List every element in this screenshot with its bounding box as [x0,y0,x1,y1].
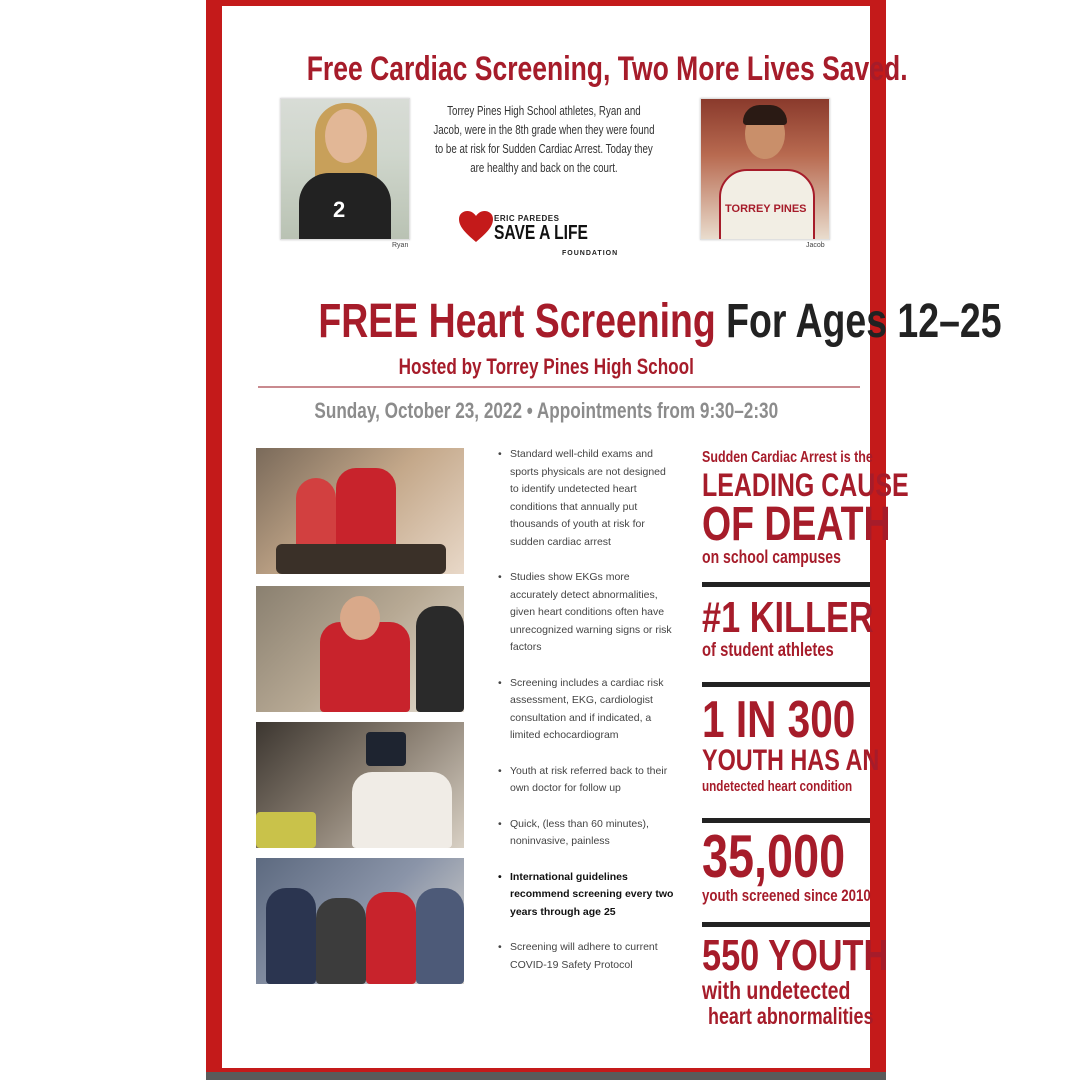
stat-divider [702,922,870,927]
bullet-item: • Youth at risk referred back to their own doctor for follow up [496,763,676,798]
ryan-jersey-number: 2 [333,197,346,222]
bullet-item: • Standard well-child exams and sports physicals are not designed to identify undetected heart conditions that annually put thousands of youth at risk for sudden cardiac arrest [496,446,676,551]
hosted-by: Hosted by Torrey Pines High School [398,354,694,379]
intro-text: Torrey Pines High School athletes, Ryan and Jacob, were in the 8th grade when they were found to be at risk for Sudden Cardiac Arrest. Today they are healthy and back on the court. [433,104,655,175]
poster-frame [206,0,1002,1072]
headline: Free Cardiac Screening, Two More Lives Saved. [306,50,908,88]
bullet-item: • Screening includes a cardiac risk assessment, EKG, cardiologist consultation and if indicated, a limited echocardiogram [496,675,676,745]
athlete-photo-jacob [700,98,830,240]
jacob-jersey-text: TORREY PINES [725,203,807,215]
photo-caption-ryan: Ryan [392,242,409,249]
bullet-item: • Quick, (less than 60 minutes), noninvasive, painless [496,816,676,851]
stat-divider [702,582,870,587]
stat-number-one-killer: #1 KILLER of student athletes [702,593,874,661]
stat-35000: 35,000 youth screened since 2010 [702,823,871,905]
stat-leading-cause: Sudden Cardiac Arrest is the LEADING CAUSE OF DEATH on school campuses [702,449,909,567]
save-a-life-logo [458,210,638,264]
screening-photo-2 [256,586,464,712]
stat-divider [702,682,870,687]
bullet-item: • Studies show EKGs more accurately detect abnormalities, given heart conditions often have unrecognized warning signs or risk factors [496,569,676,657]
stat-one-in-300: 1 IN 300 YOUTH HAS AN undetected heart condition [702,691,880,795]
main-title [222,294,1002,349]
logo-top-text: ERIC PAREDES [494,214,560,223]
screening-photo-3 [256,722,464,848]
athlete-photo-ryan [280,98,410,240]
screening-photo-1 [256,448,464,574]
photo-caption-jacob: Jacob [806,242,825,249]
benefits-list [496,446,676,992]
screening-photo-4 [256,858,464,984]
divider-rule [258,386,860,388]
poster-page [222,6,1002,1068]
title-part-dark: For Ages 12–25 [726,295,1002,348]
logo-main-text: SAVE A LIFE [494,222,588,244]
date-line: Sunday, October 23, 2022 • Appointments from 9:30–2:30 [314,398,778,423]
bottom-edge [206,1072,886,1080]
stat-550-youth: 550 YOUTH with undetected heart abnormalities [702,931,889,1029]
heart-icon [458,210,494,244]
bullet-item: • Screening will adhere to current COVID-19 Safety Protocol [496,939,676,974]
title-part-red: FREE Heart Screening [318,295,716,348]
bullet-item-emphasis: • International guidelines recommend screening every two years through age 25 [496,869,676,922]
logo-sub-text: FOUNDATION [562,250,619,257]
